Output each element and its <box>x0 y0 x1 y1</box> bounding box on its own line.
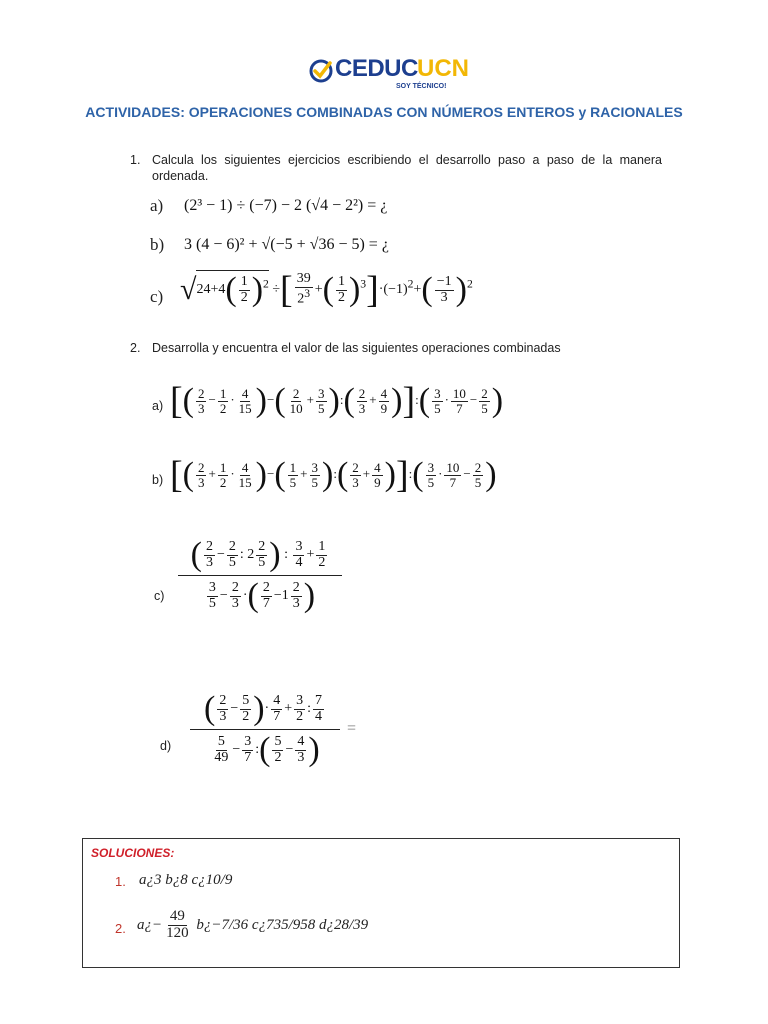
solution-2-post: b¿−7/36 c¿735/958 d¿28/39 <box>192 916 369 933</box>
q2c-label: c) <box>154 589 165 603</box>
page-title: ACTIVIDADES: OPERACIONES COMBINADAS CON NÚMEROS ENTEROS y RACIONALES <box>85 104 683 120</box>
logo <box>308 55 468 95</box>
solution-2-text <box>137 909 368 942</box>
solution-2-number: 2. <box>115 921 126 936</box>
solutions-box <box>82 838 680 968</box>
solution-2-frac-num: 49 <box>169 908 185 924</box>
q1b-label: b) <box>150 235 165 254</box>
q1-instruction: Calcula los siguientes ejercicios escribiendo el desarrollo paso a paso de la manera ordenada. <box>152 153 662 183</box>
q2a-label: a) <box>152 399 164 413</box>
q2-instruction: Desarrolla y encuentra el valor de las siguientes operaciones combinadas <box>152 341 561 355</box>
q2d-label: d) <box>160 739 172 753</box>
logo-tagline: SOY TÉCNICO! <box>396 83 447 90</box>
solution-2-pre: a¿− <box>137 916 163 933</box>
q1c-label: c) <box>150 287 164 306</box>
q2c-expression: ( $\frac{2}{3}$ − $\frac{2}{5}$ : 2 $\frac{2}{5}$ ) : $\frac{3}{4}$ + $\frac{1}{2}$ $\frac{3}{5}$ − $\frac{2}{3}$ ·( $\frac{2}{7}$ −1 $\frac{2}{3}$ ) <box>178 538 342 613</box>
solutions-heading: SOLUCIONES: <box>91 846 175 860</box>
q1a-label: a) <box>150 196 164 215</box>
solution-2-frac-den: 120 <box>166 924 189 941</box>
q2d-expression: ( $\frac{2}{3}$ − $\frac{5}{2}$ )· $\frac{4}{7}$ + $\frac{3}{2}$ : $\frac{7}{4}$ = $\frac{5}{49}$ − $\frac{3}{7}$ :( $\frac{5}{2}$ − $\frac{4}{3}$ ) <box>190 692 340 767</box>
q2b-expression: [( $\frac{2}{3}$ + $\frac{1}{2}$ · $\frac{4}{15}$ )−( $\frac{1}{5}$ + $\frac{3}{5}$ ):( $\frac{2}{3}$ + $\frac{4}{9}$ )]:( $\frac{3}{5}$ · $\frac{10}{7}$ − $\frac{2}{5}$ ) <box>170 454 497 496</box>
logo-brand-ceduc: CEDUC <box>335 55 418 82</box>
q2a-expression: [( $\frac{2}{3}$ − $\frac{1}{2}$ · $\frac{4}{15}$ )−( $\frac{2}{10}$ + $\frac{3}{5}$ ):( $\frac{2}{3}$ + $\frac{4}{9}$ )]:( $\frac{3}{5}$ · $\frac{10}{7}$ − $\frac{2}{5}$ ) <box>170 380 504 422</box>
q1a-expression: (2³ − 1) ÷ (−7) − 2 (√4 − 2²) = ¿ <box>184 197 388 214</box>
q1c-expression: √24+4( $\frac{1}{2}$ )$^2$ ÷[ $\frac{39}{2^3}$ +( $\frac{1}{2}$ )$^3]\cdot(-1)^2+$( $\frac{-1}{3}$ )$^2$ <box>180 269 473 311</box>
q2b-label: b) <box>152 473 164 487</box>
q1-number: 1. <box>130 153 141 167</box>
check-circle-icon <box>308 58 334 84</box>
logo-brand-ucn: UCN <box>417 55 469 82</box>
q2-number: 2. <box>130 341 141 355</box>
q1b-expression: 3 (4 − 6)² + √(−5 + √36 − 5) = ¿ <box>184 236 389 253</box>
solution-1-text: a¿3 b¿8 c¿10/9 <box>139 872 233 888</box>
solution-2-fraction <box>164 909 191 942</box>
solution-1-number: 1. <box>115 874 126 889</box>
